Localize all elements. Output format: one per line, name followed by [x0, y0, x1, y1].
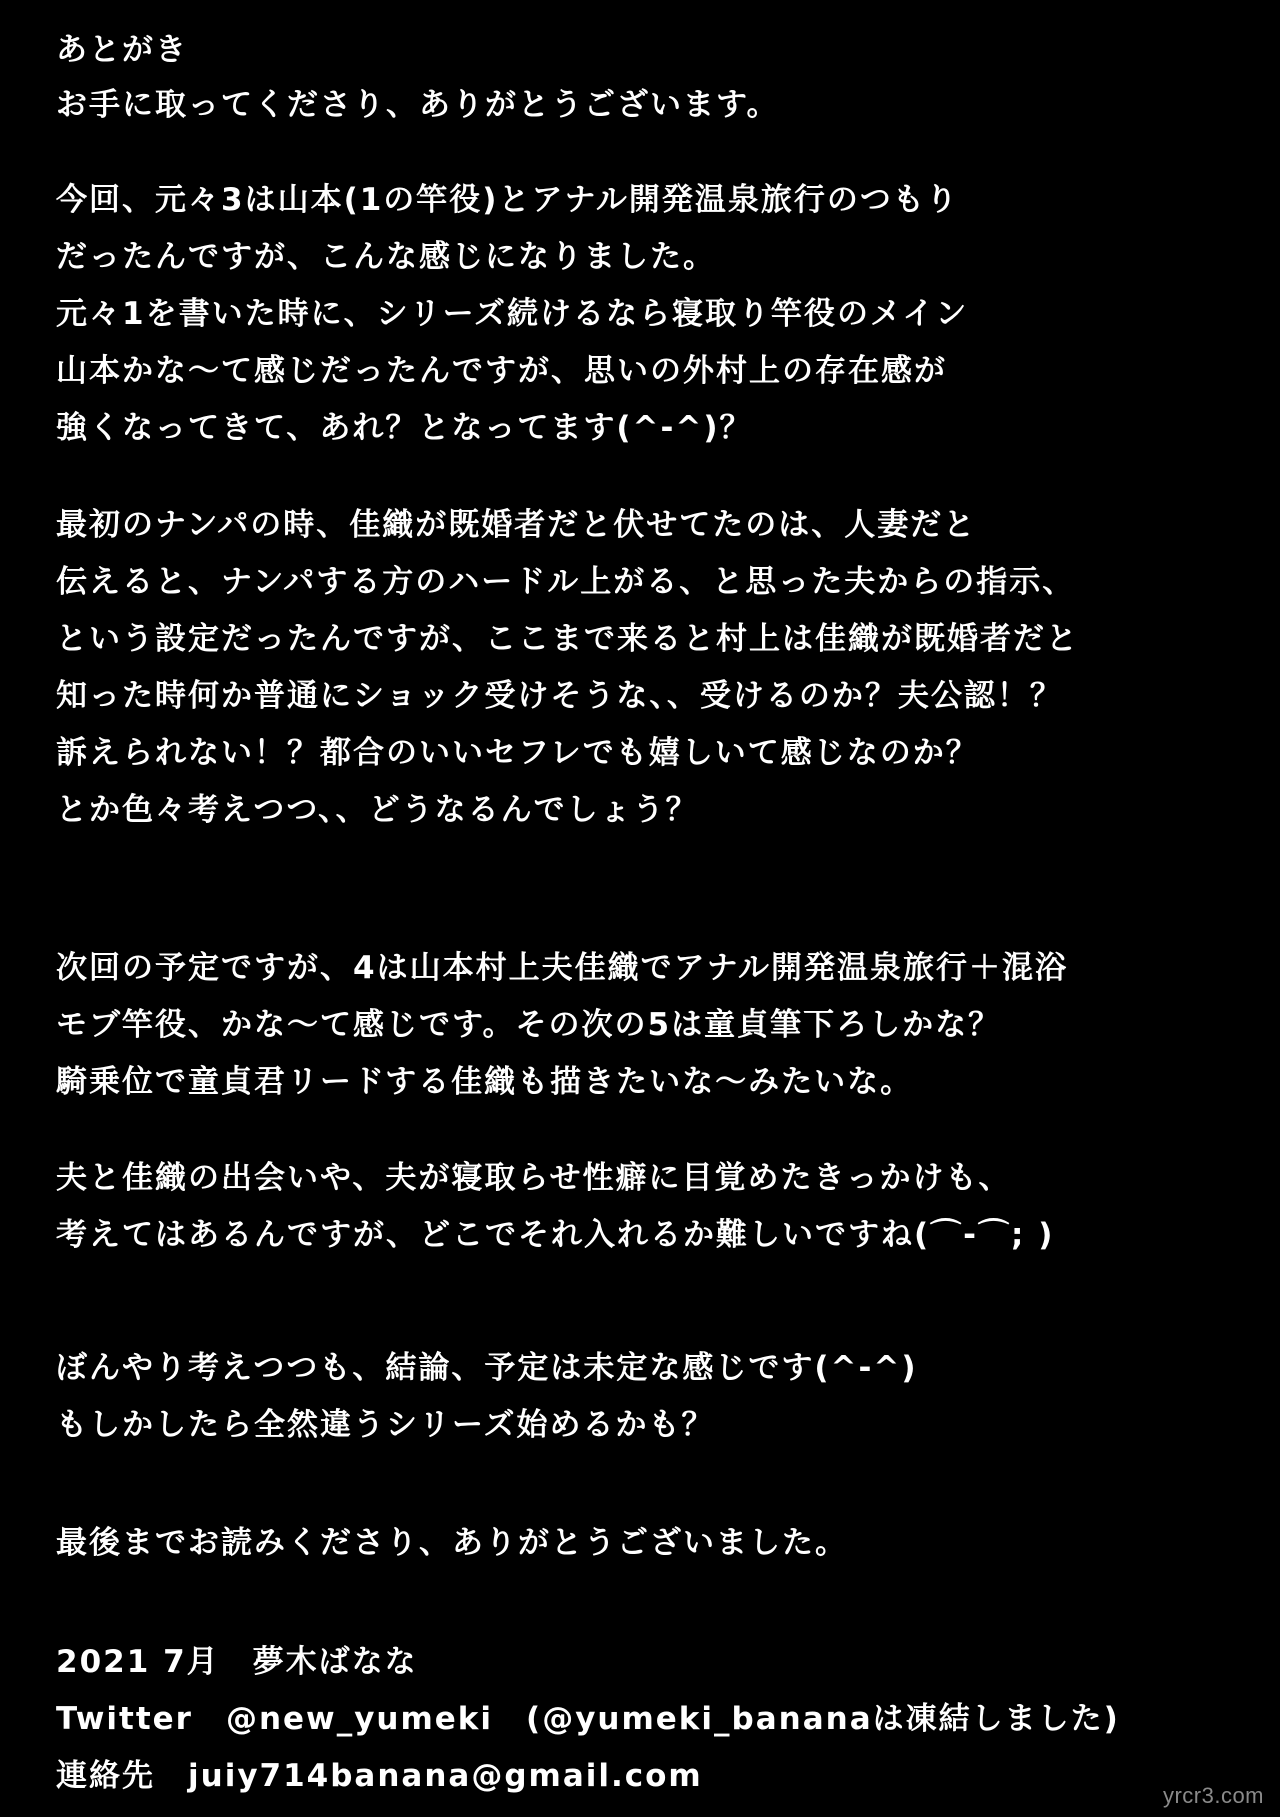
- paragraph-1-line-3: 元々1を書いた時に、シリーズ続けるなら寝取り竿役のメイン: [56, 296, 969, 332]
- paragraph-1-line-4: 山本かな〜て感じだったんですが、思いの外村上の存在感が: [56, 353, 947, 389]
- paragraph-4-line-1: 夫と佳織の出会いや、夫が寝取らせ性癖に目覚めたきっかけも、: [56, 1160, 1012, 1196]
- contact-line: 連絡先 juiy714banana@gmail.com: [56, 1758, 703, 1794]
- paragraph-2-line-1: 最初のナンパの時、佳織が既婚者だと伏せてたのは、人妻だと: [56, 507, 977, 543]
- paragraph-1-line-2: だったんですが、こんな感じになりました。: [56, 239, 716, 275]
- paragraph-2-line-5: 訴えられない！？都合のいいセフレでも嬉しいて感じなのか？: [56, 735, 979, 771]
- paragraph-1-line-5: 強くなってきて、あれ？となってます(^-^)？: [56, 410, 753, 446]
- paragraph-5-line-1: ぼんやり考えつつも、結論、予定は未定な感じです(^-^): [56, 1350, 918, 1386]
- paragraph-2-line-3: という設定だったんですが、ここまで来ると村上は佳織が既婚者だと: [56, 621, 1079, 657]
- paragraph-2-line-2: 伝えると、ナンパする方のハードル上がる、と思った夫からの指示、: [56, 564, 1076, 600]
- paragraph-4-line-2: 考えてはあるんですが、どこでそれ入れるか難しいですね(⌒-⌒; ): [56, 1217, 1055, 1253]
- paragraph-1-line-1: 今回、元々3は山本(1の竿役)とアナル開発温泉旅行のつもり: [56, 182, 959, 218]
- paragraph-3-line-1: 次回の予定ですが、4は山本村上夫佳織でアナル開発温泉旅行＋混浴: [56, 950, 1069, 986]
- closing-line: 最後までお読みくださり、ありがとうございました。: [56, 1525, 848, 1561]
- paragraph-3-line-3: 騎乗位で童貞君リードする佳織も描きたいな〜みたいな。: [56, 1064, 914, 1100]
- paragraph-2-line-4: 知った時何か普通にショック受けそうな、、受けるのか？夫公認！？: [56, 678, 1063, 714]
- site-watermark: yrcr3.com: [1162, 1783, 1264, 1808]
- greeting-line: お手に取ってくださり、ありがとうございます。: [56, 87, 780, 123]
- date-author-line: 2021 7月 夢木ばなな: [56, 1644, 418, 1680]
- paragraph-3-line-2: モブ竿役、かな〜て感じです。その次の5は童貞筆下ろしかな？: [56, 1007, 1002, 1043]
- paragraph-2-line-6: とか色々考えつつ、、どうなるんでしょう？: [56, 792, 699, 828]
- afterword-title: あとがき: [56, 32, 188, 68]
- twitter-line: Twitter @new_yumeki (@yumeki_bananaは凍結しました): [56, 1701, 1120, 1737]
- paragraph-5-line-2: もしかしたら全然違うシリーズ始めるかも？: [56, 1407, 715, 1443]
